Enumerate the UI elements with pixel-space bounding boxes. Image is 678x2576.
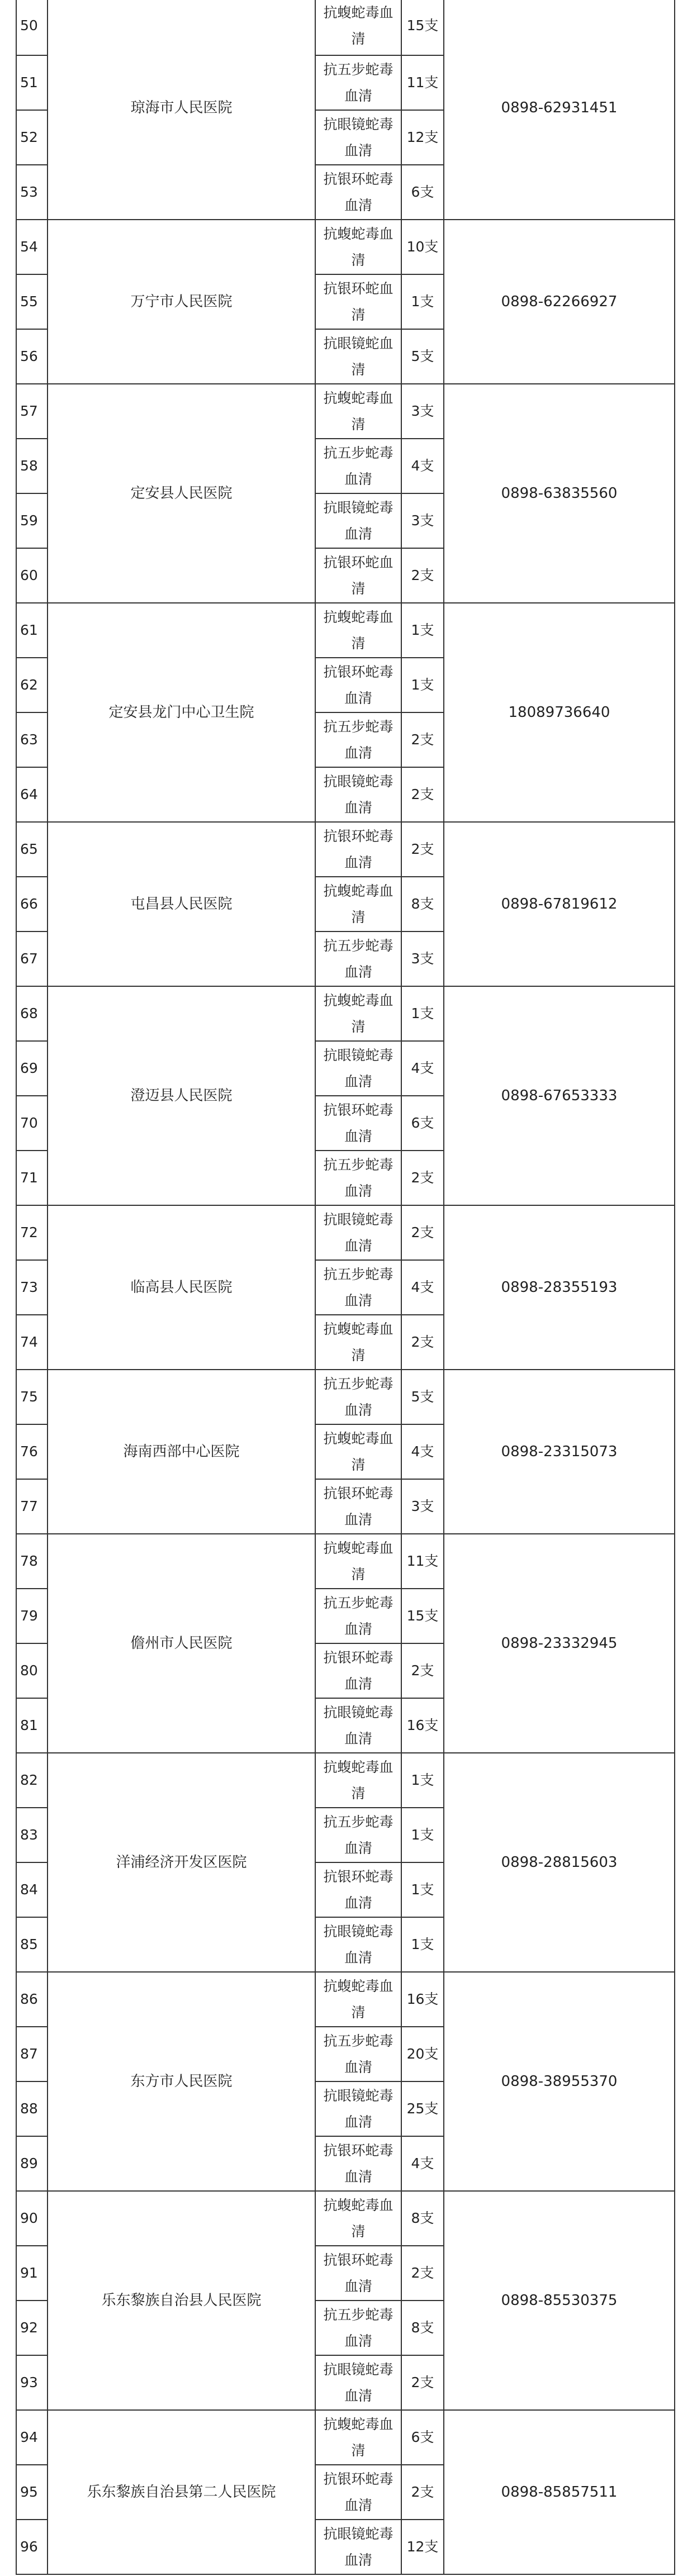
quantity: 2支: [401, 2355, 444, 2410]
antivenom-name-cell: [315, 2355, 401, 2410]
antivenom-name-cell: [315, 2246, 401, 2301]
antivenom-name-cell: [315, 2301, 401, 2355]
quantity: 2支: [401, 1315, 444, 1370]
row-number: 94: [16, 2410, 48, 2465]
quantity: 2支: [401, 2465, 444, 2520]
contact-phone: 0898-23332945: [444, 1534, 675, 1753]
row-number: 59: [16, 493, 48, 548]
antivenom-name: 抗眼镜蛇毒血清: [323, 773, 393, 816]
antivenom-name: 抗蝮蛇毒血清: [323, 4, 393, 47]
row-number: 60: [16, 548, 48, 603]
antivenom-name-cell: [315, 329, 401, 384]
quantity: 8支: [401, 2191, 444, 2246]
antivenom-name: 抗眼镜蛇毒血清: [323, 500, 393, 542]
contact-phone: 18089736640: [444, 603, 675, 822]
quantity: 4支: [401, 1041, 444, 1096]
quantity: 1支: [401, 658, 444, 712]
antivenom-name-cell: [315, 1972, 401, 2027]
antivenom-name: 抗五步蛇毒血清: [323, 1266, 393, 1309]
table-row: [16, 1972, 675, 2027]
quantity: 12支: [401, 110, 444, 165]
antivenom-name-cell: [315, 2081, 401, 2136]
antivenom-name: 抗眼镜蛇毒血清: [323, 1211, 393, 1254]
antivenom-name: 抗眼镜蛇毒血清: [323, 1047, 393, 1090]
table-row: [16, 986, 675, 1041]
antivenom-name-cell: [315, 1589, 401, 1643]
antivenom-name-cell: [315, 165, 401, 220]
antivenom-name: 抗蝮蛇毒血清: [323, 1540, 393, 1582]
antivenom-name: 抗蝮蛇毒血清: [323, 609, 393, 652]
row-number: 81: [16, 1698, 48, 1753]
hospital-name: 海南西部中心医院: [48, 1370, 315, 1534]
antivenom-name: 抗蝮蛇毒血清: [323, 226, 393, 268]
antivenom-name-cell: [315, 1862, 401, 1917]
hospital-name: 万宁市人民医院: [48, 220, 315, 384]
hospital-name: 琼海市人民医院: [48, 0, 315, 220]
table-row: [16, 2191, 675, 2246]
quantity: 1支: [401, 1808, 444, 1862]
row-number: 51: [16, 55, 48, 110]
row-number: 95: [16, 2465, 48, 2520]
contact-phone: 0898-85530375: [444, 2191, 675, 2410]
quantity: 8支: [401, 877, 444, 931]
antivenom-name: 抗蝮蛇毒血清: [323, 1759, 393, 1802]
row-number: 76: [16, 1424, 48, 1479]
antivenom-name: 抗五步蛇毒血清: [323, 1595, 393, 1637]
quantity: 5支: [401, 329, 444, 384]
quantity: 2支: [401, 2246, 444, 2301]
antivenom-name: 抗五步蛇毒血清: [323, 2033, 393, 2075]
antivenom-name: 抗蝮蛇毒血清: [323, 883, 393, 925]
antivenom-name-cell: [315, 0, 401, 55]
antivenom-name-cell: [315, 55, 401, 110]
quantity: 16支: [401, 1698, 444, 1753]
antivenom-name-cell: [315, 2136, 401, 2191]
antivenom-name-cell: [315, 2191, 401, 2246]
quantity: 1支: [401, 986, 444, 1041]
antivenom-name: 抗眼镜蛇毒血清: [323, 1923, 393, 1966]
quantity: 6支: [401, 2410, 444, 2465]
quantity: 4支: [401, 1260, 444, 1315]
quantity: 20支: [401, 2027, 444, 2081]
hospital-name: 临高县人民医院: [48, 1205, 315, 1370]
contact-phone: 0898-28815603: [444, 1753, 675, 1972]
antivenom-name: 抗五步蛇毒血清: [323, 938, 393, 980]
table-row: [16, 822, 675, 877]
row-number: 63: [16, 712, 48, 767]
quantity: 1支: [401, 274, 444, 329]
antivenom-name: 抗银环蛇毒血清: [323, 664, 393, 706]
quantity: 15支: [401, 1589, 444, 1643]
quantity: 3支: [401, 493, 444, 548]
row-number: 80: [16, 1643, 48, 1698]
row-number: 84: [16, 1862, 48, 1917]
antivenom-name: 抗五步蛇毒血清: [323, 719, 393, 761]
antivenom-name: 抗五步蛇毒血清: [323, 445, 393, 487]
row-number: 92: [16, 2301, 48, 2355]
antivenom-name-cell: [315, 1424, 401, 1479]
antivenom-name: 抗蝮蛇毒血清: [323, 1321, 393, 1363]
antivenom-name: 抗蝮蛇毒血清: [323, 1430, 393, 1473]
antivenom-name: 抗蝮蛇毒血清: [323, 2197, 393, 2240]
quantity: 8支: [401, 2301, 444, 2355]
row-number: 66: [16, 877, 48, 931]
table-row: [16, 2410, 675, 2465]
antivenom-name: 抗五步蛇毒血清: [323, 1157, 393, 1199]
row-number: 83: [16, 1808, 48, 1862]
row-number: 74: [16, 1315, 48, 1370]
table-row: [16, 1205, 675, 1260]
quantity: 6支: [401, 1096, 444, 1151]
antivenom-name: 抗眼镜蛇毒血清: [323, 2361, 393, 2404]
contact-phone: 0898-85857511: [444, 2410, 675, 2574]
antivenom-name: 抗银环蛇毒血清: [323, 828, 393, 871]
row-number: 71: [16, 1151, 48, 1205]
antivenom-name-cell: [315, 439, 401, 493]
row-number: 54: [16, 220, 48, 274]
quantity: 10支: [401, 220, 444, 274]
antivenom-name: 抗五步蛇毒血清: [323, 61, 393, 104]
quantity: 11支: [401, 55, 444, 110]
antivenom-name-cell: [315, 1041, 401, 1096]
hospital-name: 儋州市人民医院: [48, 1534, 315, 1753]
row-number: 62: [16, 658, 48, 712]
quantity: 12支: [401, 2520, 444, 2574]
antivenom-name-cell: [315, 1808, 401, 1862]
row-number: 67: [16, 931, 48, 986]
row-number: 85: [16, 1917, 48, 1972]
antivenom-name: 抗眼镜蛇毒血清: [323, 116, 393, 159]
antivenom-name-cell: [315, 822, 401, 877]
antivenom-name-cell: [315, 548, 401, 603]
antivenom-name-cell: [315, 1260, 401, 1315]
antivenom-name: 抗银环蛇毒血清: [323, 2142, 393, 2185]
quantity: 1支: [401, 1917, 444, 1972]
row-number: 69: [16, 1041, 48, 1096]
contact-phone: 0898-67819612: [444, 822, 675, 986]
antivenom-name-cell: [315, 1643, 401, 1698]
quantity: 2支: [401, 712, 444, 767]
row-number: 88: [16, 2081, 48, 2136]
antivenom-name: 抗蝮蛇毒血清: [323, 390, 393, 432]
antivenom-name: 抗五步蛇毒血清: [323, 1376, 393, 1418]
contact-phone: 0898-62266927: [444, 220, 675, 384]
row-number: 87: [16, 2027, 48, 2081]
hospital-name: 屯昌县人民医院: [48, 822, 315, 986]
quantity: 2支: [401, 822, 444, 877]
row-number: 79: [16, 1589, 48, 1643]
contact-phone: 0898-62931451: [444, 0, 675, 220]
table-row: [16, 0, 675, 55]
table-row: [16, 220, 675, 274]
antivenom-name-cell: [315, 2520, 401, 2574]
quantity: 1支: [401, 1862, 444, 1917]
antivenom-name-cell: [315, 384, 401, 439]
quantity: 4支: [401, 2136, 444, 2191]
row-number: 57: [16, 384, 48, 439]
row-number: 82: [16, 1753, 48, 1808]
row-number: 90: [16, 2191, 48, 2246]
hospital-name: 澄迈县人民医院: [48, 986, 315, 1205]
antivenom-name-cell: [315, 1151, 401, 1205]
row-number: 93: [16, 2355, 48, 2410]
antivenom-name: 抗银环蛇毒血清: [323, 2471, 393, 2513]
antivenom-name-cell: [315, 877, 401, 931]
row-number: 75: [16, 1370, 48, 1424]
row-number: 86: [16, 1972, 48, 2027]
antivenom-name-cell: [315, 1096, 401, 1151]
quantity: 3支: [401, 1479, 444, 1534]
row-number: 58: [16, 439, 48, 493]
antivenom-name: 抗五步蛇毒血清: [323, 2307, 393, 2349]
hospital-name: 洋浦经济开发区医院: [48, 1753, 315, 1972]
antivenom-name-cell: [315, 2027, 401, 2081]
antivenom-name-cell: [315, 712, 401, 767]
row-number: 52: [16, 110, 48, 165]
antivenom-name: 抗蝮蛇毒血清: [323, 2416, 393, 2459]
antivenom-name: 抗眼镜蛇毒血清: [323, 2526, 393, 2568]
quantity: 2支: [401, 767, 444, 822]
quantity: 1支: [401, 1753, 444, 1808]
contact-phone: 0898-23315073: [444, 1370, 675, 1534]
antivenom-name-cell: [315, 658, 401, 712]
antivenom-name-cell: [315, 2410, 401, 2465]
quantity: 2支: [401, 1151, 444, 1205]
antivenom-name: 抗蝮蛇毒血清: [323, 1978, 393, 2021]
antivenom-name-cell: [315, 1315, 401, 1370]
antivenom-name: 抗银环蛇毒血清: [323, 1102, 393, 1144]
quantity: 15支: [401, 0, 444, 55]
antivenom-name: 抗五步蛇毒血清: [323, 1814, 393, 1856]
contact-phone: 0898-28355193: [444, 1205, 675, 1370]
hospital-name: 定安县人民医院: [48, 384, 315, 603]
quantity: 4支: [401, 1424, 444, 1479]
row-number: 53: [16, 165, 48, 220]
antivenom-name-cell: [315, 110, 401, 165]
quantity: 6支: [401, 165, 444, 220]
table-row: [16, 603, 675, 658]
hospital-name: 乐东黎族自治县人民医院: [48, 2191, 315, 2410]
row-number: 65: [16, 822, 48, 877]
quantity: 5支: [401, 1370, 444, 1424]
antivenom-name: 抗银环蛇血清: [323, 281, 393, 323]
quantity: 1支: [401, 603, 444, 658]
contact-phone: 0898-38955370: [444, 1972, 675, 2191]
quantity: 4支: [401, 439, 444, 493]
quantity: 3支: [401, 931, 444, 986]
quantity: 16支: [401, 1972, 444, 2027]
row-number: 61: [16, 603, 48, 658]
antivenom-name-cell: [315, 1753, 401, 1808]
quantity: 2支: [401, 548, 444, 603]
row-number: 70: [16, 1096, 48, 1151]
antivenom-name-cell: [315, 220, 401, 274]
antivenom-stock-table: [16, 0, 675, 2575]
row-number: 89: [16, 2136, 48, 2191]
quantity: 11支: [401, 1534, 444, 1589]
antivenom-name: 抗银环蛇血清: [323, 554, 393, 597]
antivenom-name: 抗眼镜蛇毒血清: [323, 1704, 393, 1747]
quantity: 25支: [401, 2081, 444, 2136]
quantity: 2支: [401, 1643, 444, 1698]
contact-phone: 0898-67653333: [444, 986, 675, 1205]
antivenom-name-cell: [315, 1479, 401, 1534]
hospital-name: 东方市人民医院: [48, 1972, 315, 2191]
antivenom-name-cell: [315, 274, 401, 329]
hospital-name: 乐东黎族自治县第二人民医院: [48, 2410, 315, 2574]
row-number: 96: [16, 2520, 48, 2574]
table-row: [16, 1753, 675, 1808]
antivenom-name-cell: [315, 986, 401, 1041]
antivenom-name-cell: [315, 1205, 401, 1260]
row-number: 50: [16, 0, 48, 55]
antivenom-name-cell: [315, 1534, 401, 1589]
row-number: 78: [16, 1534, 48, 1589]
table-row: [16, 1370, 675, 1424]
antivenom-name: 抗银环蛇毒血清: [323, 1869, 393, 1911]
table-row: [16, 384, 675, 439]
antivenom-name: 抗眼镜蛇毒血清: [323, 2088, 393, 2130]
row-number: 56: [16, 329, 48, 384]
row-number: 72: [16, 1205, 48, 1260]
quantity: 2支: [401, 1205, 444, 1260]
antivenom-name: 抗银环蛇毒血清: [323, 1650, 393, 1692]
antivenom-name-cell: [315, 1698, 401, 1753]
table-row: [16, 1534, 675, 1589]
antivenom-name-cell: [315, 2465, 401, 2520]
antivenom-name-cell: [315, 493, 401, 548]
row-number: 68: [16, 986, 48, 1041]
antivenom-name-cell: [315, 1917, 401, 1972]
antivenom-name-cell: [315, 767, 401, 822]
antivenom-name-cell: [315, 603, 401, 658]
antivenom-name: 抗银环蛇毒血清: [323, 2252, 393, 2294]
hospital-name: 定安县龙门中心卫生院: [48, 603, 315, 822]
antivenom-name: 抗银环蛇毒血清: [323, 171, 393, 213]
antivenom-name-cell: [315, 931, 401, 986]
row-number: 91: [16, 2246, 48, 2301]
antivenom-name-cell: [315, 1370, 401, 1424]
row-number: 77: [16, 1479, 48, 1534]
row-number: 55: [16, 274, 48, 329]
contact-phone: 0898-63835560: [444, 384, 675, 603]
antivenom-name: 抗蝮蛇毒血清: [323, 992, 393, 1035]
quantity: 3支: [401, 384, 444, 439]
antivenom-name: 抗银环蛇毒血清: [323, 1485, 393, 1528]
antivenom-name: 抗眼镜蛇血清: [323, 335, 393, 378]
row-number: 73: [16, 1260, 48, 1315]
row-number: 64: [16, 767, 48, 822]
